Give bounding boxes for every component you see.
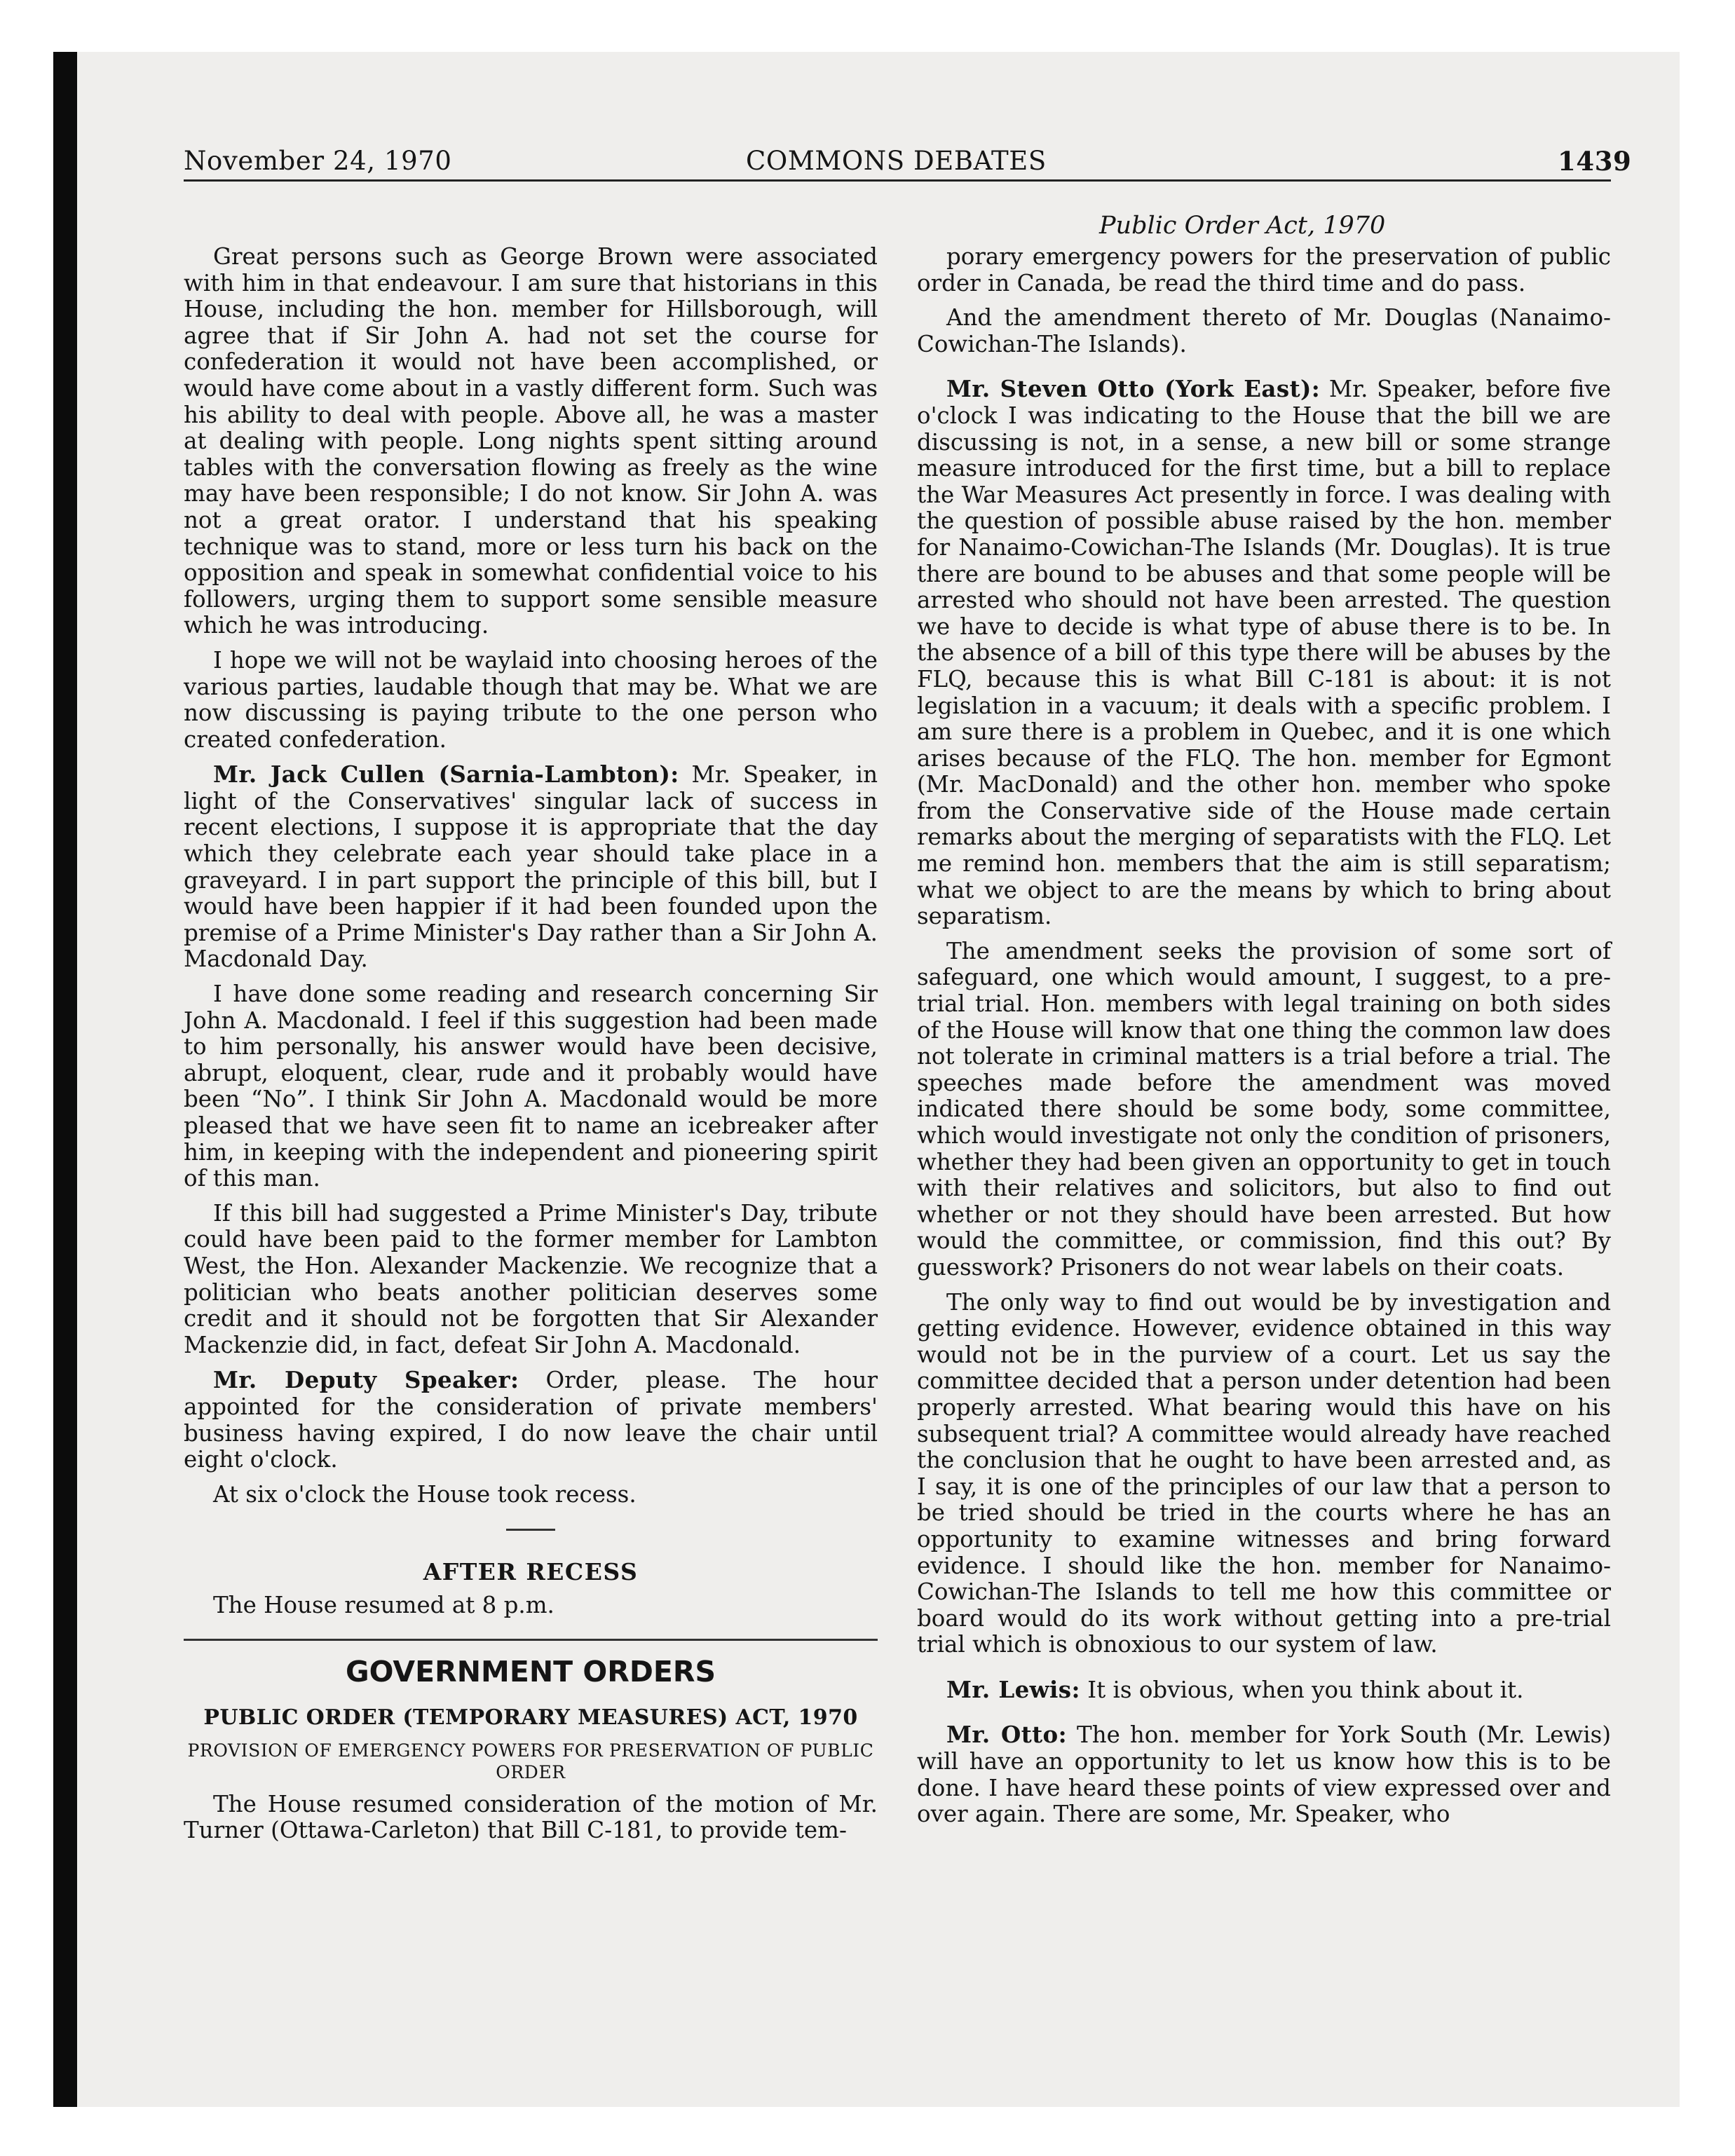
speech-text: The hon. member for York South (Mr. Lewis) will have an opportunity to let us know how this is to be done. I have heard these points of view expressed over and over again. There are some, Mr. Speaker, who (917, 1721, 1611, 1828)
running-head: Public Order Act, 1970 (1099, 212, 1386, 240)
speech-text: Mr. Speaker, before five o'clock I was indicating to the House that the bill we are discussing is not, in a sense, a new bill or some strange measure introduced for the first time, but a bill to replace the War Measures Act presently in force. I was dealing with the question of possible abuse raised by the hon. member for Nanaimo-Cowichan-The Islands (Mr. Douglas). It is true there are bound to be abuses and that some people will be arrested who should not have been arrested. The question we have to decide is what type of abuse there is to be. In the absence of a bill of this type there will be abuses by the FLQ, because this is what Bill C-181 is about: it is not legislation in a vacuum; it deals with a specific problem. I am sure there is a problem in Quebec, and it is one which arises because of the FLQ. The hon. member for Egmont (Mr. MacDonald) and the other hon. member who spoke from the Conservative side of the House made certain remarks about the merging of separatists with the FLQ. Let me remind hon. members that the aim is still separatism; what we object to are the means by which to bring about separatism. (917, 376, 1611, 930)
paragraph: The amendment seeks the provision of some sort of safeguard, one which would amount, I suggest, to a pre-trial trial. Hon. members with legal training on both sides of the House will know that one thing the common law does not tolerate in criminal matters is a trial before a trial. The speeches made before the amendment was moved indicated there should be some body, some committee, which would investigate not only the condition of prisoners, whether they had been given an opportunity to get in touch with their relatives and solicitors, but also to find out whether or not they should have been arrested. But how would the committee, or commission, find this out? By guesswork? Prisoners do not wear labels on their coats. (917, 937, 1611, 1281)
section-divider (506, 1529, 555, 1531)
paragraph: I have done some reading and research concerning Sir John A. Macdonald. I feel if this suggestion had been made to him personally, his answer would have been decisive, abrupt, eloquent, clear, rude and it probably would have been “No”. I think Sir John A. Macdonald would be more pleased that we have seen fit to name an icebreaker after him, in keeping with the independent and pioneering spirit of this man. (184, 981, 878, 1192)
act-heading: PUBLIC ORDER (TEMPORARY MEASURES) ACT, 1970 (203, 1705, 858, 1731)
paragraph: I hope we will not be waylaid into choosing heroes of the various parties, laudable though that may be. What we are now discussing is paying tribute to the one person who created confederation. (184, 646, 878, 753)
paragraph: If this bill had suggested a Prime Minister's Day, tribute could have been paid to the former member for Lambton West, the Hon. Alexander Mackenzie. We recognize that a politician who beats another politician deserves some credit and it should not be forgotten that Sir Alexander Mackenzie did, in fact, defeat Sir John A. Macdonald. (184, 1199, 878, 1358)
speech-paragraph (184, 761, 878, 973)
speech-text: Mr. Speaker, in light of the Conservatives' singular lack of success in recent elections, I suppose it is appropriate that the day which they celebrate each year should take place in a graveyard. I in part support the principle of this bill, but I would have been happier if it had been founded upon the premise of a Prime Minister's Day rather than a Sir John A. Macdonald Day. (184, 761, 878, 973)
part-heading: GOVERNMENT ORDERS (346, 1654, 716, 1688)
paragraph: The House resumed consideration of the motion of Mr. Turner (Ottawa-Carleton) that Bill C-181, to provide tem- (184, 1790, 878, 1844)
paragraph: The only way to find out would be by investigation and getting evidence. However, evidence obtained in this way would not be in the purview of a court. Let us say the committee decided that a person under detention had been properly arrested. What bearing would this have on his subsequent trial? A committee would already have reached the conclusion that he ought to have been arrested and, as I say, it is one of the principles of our law that a person to be tried should be tried in the courts where he has an opportunity to examine witnesses and bring forward evidence. I should like the hon. member for Nanaimo-Cowichan-The Islands to tell me how this committee or board would do its work without getting into a pre-trial trial which is obnoxious to our system of law. (917, 1288, 1611, 1658)
right-column (917, 244, 1611, 1836)
paragraph: The House resumed at 8 p.m. (213, 1591, 554, 1618)
paragraph: And the amendment thereto of Mr. Douglas (Nanaimo-Cowichan-The Islands). (917, 304, 1611, 357)
section-rule (184, 1639, 878, 1641)
speech-paragraph (917, 1721, 1611, 1827)
speaker-name: Mr. Lewis: (946, 1675, 1080, 1703)
speaker-name: Mr. Otto: (946, 1721, 1068, 1749)
speech-paragraph (917, 1677, 1611, 1704)
paragraph: Great persons such as George Brown were associated with him in that endeavour. I am sure that historians in this House, including the hon. member for Hillsborough, will agree that if Sir John A. had not set the course for confederation it would not have been accomplished, or would have come about in a vastly different form. Such was his ability to deal with people. Above all, he was a master at dealing with people. Long nights spent sitting around tables with the conversation flowing as freely as the wine may have been responsible; I do not know. Sir John A. was not a great orator. I understand that his speaking technique was to stand, more or less turn his back on the opposition and speak in somewhat confidential voice to his followers, urging them to support some sensible measure which he was introducing. (184, 243, 878, 639)
speaker-name: Mr. Steven Otto (York East): (946, 375, 1321, 403)
header-rule (184, 179, 1611, 182)
speaker-name: Mr. Jack Cullen (Sarnia-Lambton): (213, 760, 679, 789)
speech-text: It is obvious, when you think about it. (1080, 1676, 1524, 1703)
section-heading: AFTER RECESS (423, 1558, 639, 1586)
paragraph: porary emergency powers for the preservation of public order in Canada, be read the third time and do pass. (917, 243, 1611, 296)
speech-text: Order, please. The hour appointed for the consideration of private members' business having expired, I do now leave the chair until eight o'clock. (184, 1367, 878, 1473)
header-page-number: 1439 (1558, 146, 1632, 177)
subheading: PROVISION OF EMERGENCY POWERS FOR PRESERVATION OF PUBLIC ORDER (187, 1740, 874, 1782)
speaker-name: Mr. Deputy Speaker: (213, 1366, 519, 1394)
header-title: COMMONS DEBATES (746, 146, 1047, 176)
left-column (184, 244, 878, 1853)
speech-paragraph (184, 1367, 878, 1473)
header-date: November 24, 1970 (184, 146, 452, 176)
speech-paragraph (917, 376, 1611, 929)
paragraph: At six o'clock the House took recess. (213, 1480, 637, 1508)
